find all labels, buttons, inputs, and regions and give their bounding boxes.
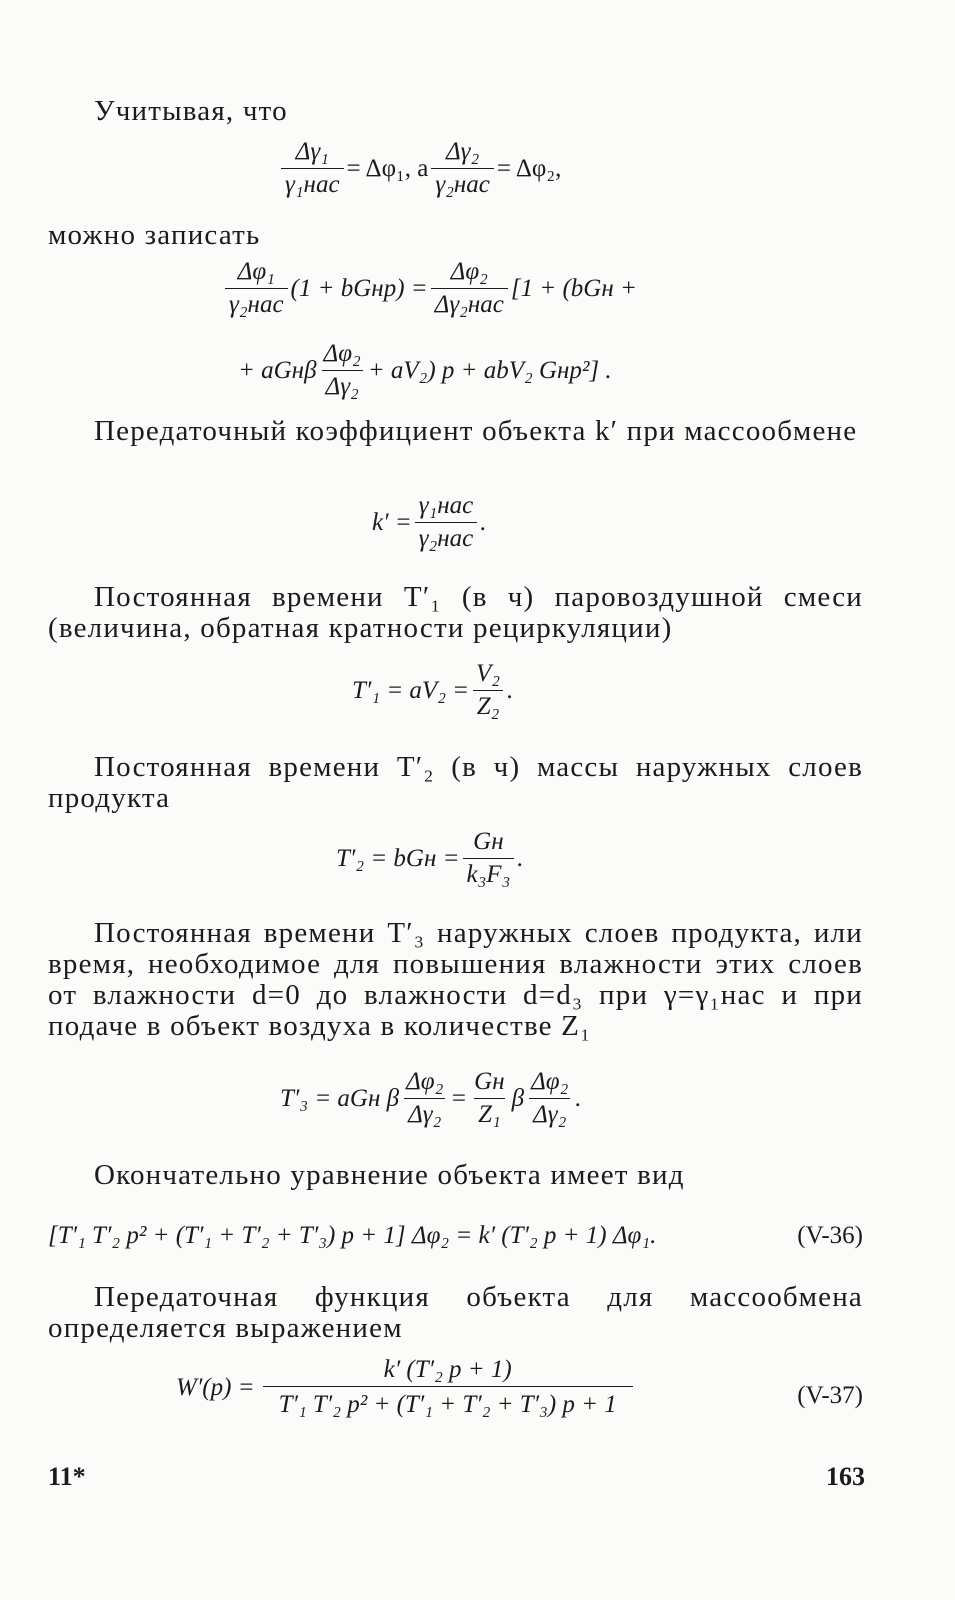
numerator: γ₁нас bbox=[418, 492, 474, 519]
equation-9 bbox=[176, 1356, 636, 1419]
equation-number-36: (V-36) bbox=[797, 1222, 863, 1249]
denominator: γ₂нас bbox=[225, 288, 288, 319]
fraction-1 bbox=[463, 828, 515, 889]
denominator: Δγ₂ bbox=[322, 370, 363, 401]
equation-text: . bbox=[517, 844, 524, 872]
denominator: γ₁нас bbox=[281, 168, 344, 199]
equation-text: . bbox=[480, 508, 487, 536]
numerator: Gн bbox=[474, 1068, 505, 1095]
equation-text: . bbox=[507, 676, 514, 704]
fraction-1 bbox=[320, 340, 365, 401]
equation-4 bbox=[372, 492, 486, 553]
denominator: γ₂нас bbox=[431, 168, 494, 199]
numerator: Δφ₂ bbox=[531, 1068, 569, 1095]
equation-1 bbox=[278, 138, 561, 199]
equation-text: = Δφ₁, а bbox=[346, 154, 429, 182]
numerator: Δγ₁ bbox=[295, 138, 329, 165]
denominator: Z₂ bbox=[473, 690, 504, 721]
equation-text: = Δφ₂, bbox=[496, 154, 562, 182]
fraction-2 bbox=[431, 138, 494, 199]
denominator: γ₂нас bbox=[415, 522, 478, 553]
equation-text: . bbox=[575, 1084, 582, 1112]
numerator: k′ (T′₂ p + 1) bbox=[383, 1356, 512, 1383]
denominator: Δγ₂ bbox=[404, 1098, 445, 1129]
fraction-1 bbox=[263, 1356, 633, 1419]
equation-text: T′₂ = bGн = bbox=[336, 844, 460, 872]
denominator: Δγ₂нас bbox=[431, 288, 508, 319]
paragraph-8: Передаточная функция объекта для массообмена определяется выражением bbox=[48, 1281, 863, 1344]
equation-text: (1 + bGнp) = bbox=[290, 274, 428, 302]
equation-text: + aV₂) p + abV₂ Gнp²] . bbox=[367, 356, 612, 384]
denominator: Δγ₂ bbox=[529, 1098, 570, 1129]
equation-8 bbox=[48, 1222, 656, 1250]
numerator: V₂ bbox=[476, 660, 500, 687]
paragraph-2: можно записать bbox=[48, 219, 261, 251]
denominator: T′₁ T′₂ p² + (T′₁ + T′₂ + T′₃) p + 1 bbox=[263, 1386, 633, 1419]
equation-number-37: (V-37) bbox=[797, 1382, 863, 1409]
equation-text: [1 + (bGн + bbox=[510, 274, 637, 302]
equation-text: + aGнβ bbox=[238, 356, 317, 384]
fraction-2 bbox=[470, 1068, 508, 1129]
equation-text: W′(p) = bbox=[176, 1373, 255, 1401]
signature-mark: 11* bbox=[48, 1462, 86, 1491]
equation-text: = bbox=[450, 1084, 468, 1112]
numerator: Δγ₂ bbox=[446, 138, 480, 165]
numerator: Δφ₁ bbox=[237, 258, 275, 285]
equation-text: β bbox=[511, 1084, 525, 1112]
page-number: 163 bbox=[826, 1462, 865, 1491]
fraction-3 bbox=[527, 1068, 572, 1129]
paragraph-5: Постоянная времени T′₂ (в ч) массы наружных слоев продукта bbox=[48, 751, 863, 814]
equation-3 bbox=[238, 340, 612, 401]
fraction-1 bbox=[225, 258, 288, 319]
paragraph-1: Учитывая, что bbox=[94, 95, 288, 127]
equation-6 bbox=[336, 828, 524, 889]
denominator: k₃F₃ bbox=[463, 858, 515, 889]
numerator: Δφ₂ bbox=[323, 340, 361, 367]
equation-text: [T′₁ T′₂ p² + (T′₁ + T′₂ + T′₃) p + 1] Δφ₂ = k′ (T′₂ p + 1) Δφ₁. bbox=[48, 1222, 657, 1249]
denominator: Z₁ bbox=[474, 1098, 505, 1129]
fraction-1 bbox=[402, 1068, 447, 1129]
paragraph-3: Передаточный коэффициент объекта k′ при массообмене bbox=[94, 415, 858, 447]
fraction-2 bbox=[431, 258, 508, 319]
fraction-1 bbox=[472, 660, 504, 721]
equation-text: T′₁ = aV₂ = bbox=[352, 676, 470, 704]
fraction-1 bbox=[281, 138, 344, 199]
paragraph-6: Постоянная времени T′₃ наружных слоев продукта, или время, необходимое для повышения влажности этих слоев от влажности d=0 до влажности d=d₃ при γ=γ₁нас и при подаче в объект воздуха в количестве Z₁ bbox=[48, 917, 863, 1042]
fraction-1 bbox=[415, 492, 478, 553]
numerator: Δφ₂ bbox=[406, 1068, 444, 1095]
equation-2 bbox=[222, 258, 637, 319]
paragraph-4: Постоянная времени T′₁ (в ч) паровоздушной смеси (величина, обратная кратности рециркуляции) bbox=[48, 581, 863, 644]
numerator: Gн bbox=[473, 828, 504, 855]
equation-text: T′₃ = aGн β bbox=[280, 1084, 400, 1112]
paragraph-7: Окончательно уравнение объекта имеет вид bbox=[94, 1159, 685, 1191]
numerator: Δφ₂ bbox=[450, 258, 488, 285]
equation-5 bbox=[352, 660, 513, 721]
equation-7 bbox=[280, 1068, 582, 1129]
equation-text: k′ = bbox=[372, 508, 412, 536]
